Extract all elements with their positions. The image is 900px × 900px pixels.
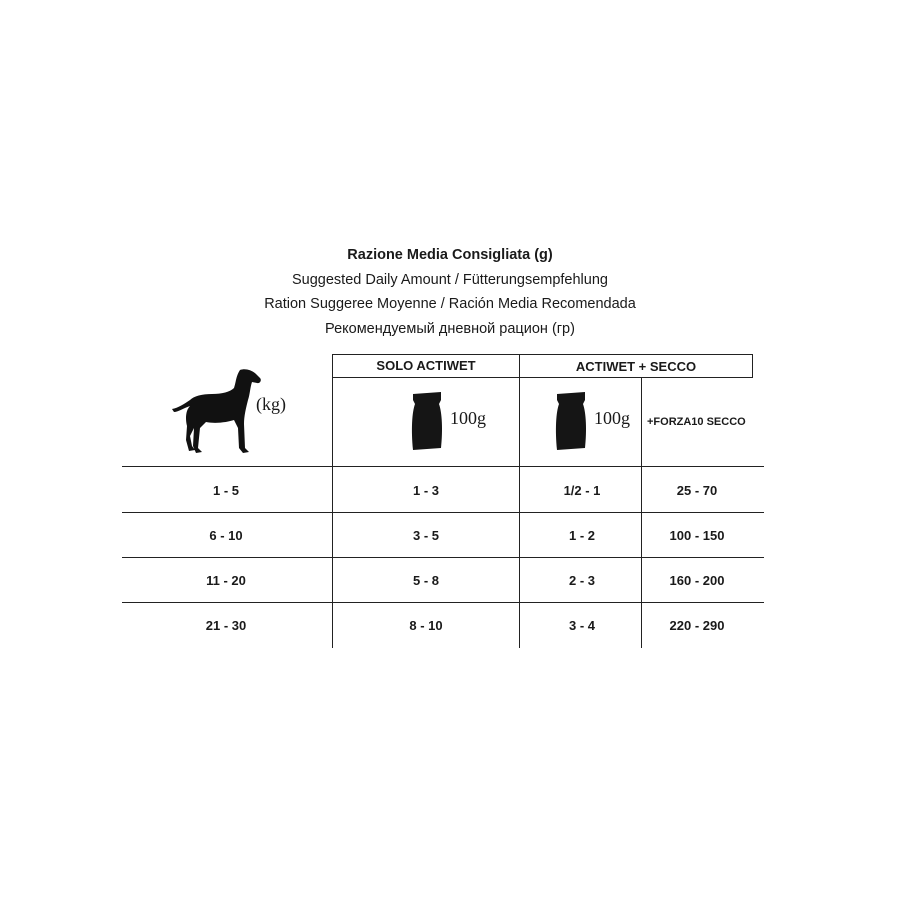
heading-title: Razione Media Consigliata (g) [347, 247, 553, 263]
heading-line-ru: Рекомендуемый дневной рацион (гр) [325, 320, 575, 337]
weight-cell: 11 - 20 [206, 573, 246, 588]
weight-cell: 6 - 10 [209, 528, 243, 543]
solo-actiwet-cell: 3 - 5 [412, 528, 439, 543]
combo-secco-cell: 100 - 150 [669, 528, 725, 543]
column-divider [332, 354, 333, 648]
solo-actiwet-header: SOLO ACTIWET [376, 358, 476, 373]
combo-secco-cell: 220 - 290 [669, 618, 725, 633]
combo-actiwet-cell: 3 - 4 [568, 618, 595, 633]
row-divider [122, 466, 764, 467]
row-divider [122, 512, 764, 513]
row-divider [122, 557, 764, 558]
combo-secco-cell: 25 - 70 [676, 483, 718, 498]
heading-line-fr-es: Ration Suggeree Moyenne / Ración Media Recomendada [264, 296, 636, 312]
weight-cell: 21 - 30 [205, 618, 247, 633]
column-divider [752, 354, 753, 378]
food-pouch-icon [553, 390, 589, 452]
solo-actiwet-cell: 8 - 10 [409, 618, 443, 633]
solo-actiwet-cell: 1 - 3 [412, 483, 439, 498]
combo-bag-weight-label: 100g [594, 408, 630, 428]
combo-secco-cell: 160 - 200 [669, 573, 725, 588]
forza10-secco-header: +FORZA10 SECCO [647, 416, 746, 428]
row-divider [122, 602, 764, 603]
actiwet-secco-header: ACTIWET + SECCO [575, 359, 697, 374]
heading-line-en-de: Suggested Daily Amount / Fütterungsempfehlung [292, 271, 608, 288]
weight-unit-label: (kg) [256, 394, 286, 414]
combo-actiwet-cell: 1 - 2 [568, 528, 595, 543]
dog-silhouette-icon [170, 368, 265, 456]
header-sub-border [332, 377, 752, 378]
weight-cell: 1 - 5 [212, 483, 239, 498]
food-pouch-icon [409, 390, 445, 452]
solo-bag-weight-label: 100g [450, 408, 486, 428]
combo-actiwet-cell: 2 - 3 [568, 573, 595, 588]
column-divider [641, 377, 642, 648]
column-divider [519, 354, 520, 648]
feeding-heading [0, 243, 900, 341]
combo-actiwet-cell: 1/2 - 1 [563, 483, 601, 498]
solo-actiwet-cell: 5 - 8 [412, 573, 439, 588]
header-top-border [332, 354, 752, 355]
